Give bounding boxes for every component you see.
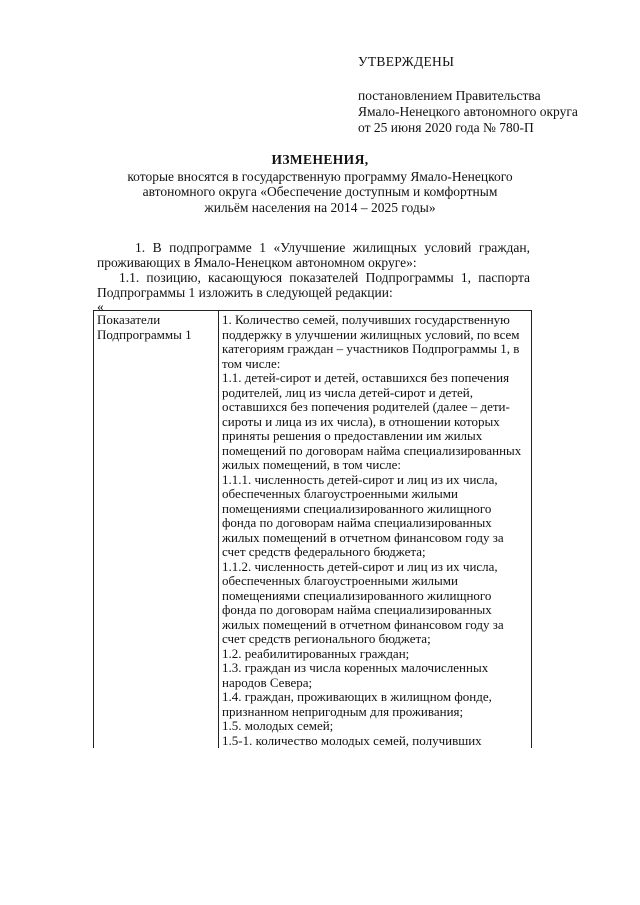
- opening-quote: «: [97, 299, 104, 314]
- document-body: [97, 240, 530, 313]
- list-item: 1. Количество семей, получивших государственную поддержку в улучшении жилищных условий, по всем категориям граждан – участников Подпрограммы 1, в том числе:: [222, 312, 520, 371]
- table-label-cell: Показатели Подпрограммы 1: [94, 311, 219, 749]
- paragraph-2-line-1: 1.1. позицию, касающуюся показателей Подпрограммы 1, паспорта: [119, 270, 530, 285]
- list-item: 1.1.2. численность детей-сирот и лиц из их числа, обеспеченных благоустроенными жилыми помещениями специализированного жилищного фонда по договорам найма специализированных жилых помещений в отчетном финансовом году за счет средств регионального бюджета;: [222, 558, 504, 646]
- list-item: 1.5-1. количество молодых семей, получивших: [222, 732, 482, 748]
- document-title: [100, 152, 540, 215]
- approval-line-2: Ямало-Ненецкого автономного округа: [358, 104, 578, 119]
- list-item: 1.1.1. численность детей-сирот и лиц из их числа, обеспеченных благоустроенными жилыми помещениями специализированного жилищного фонда по договорам найма специализированных жилых помещений в отчетном финансовом году за счет средств федерального бюджета;: [222, 471, 504, 559]
- paragraph-2-line-2: Подпрограммы 1 изложить в следующей редакции:: [97, 285, 393, 300]
- list-item: 1.1. детей-сирот и детей, оставшихся без попечения родителей, лиц из числа детей-сирот и детей, оставшихся без попечения родителей (далее – дети-сироты и лица из их числа), в отношении которых приняты решения о предоставлении им жилых помещений по договорам найма специализированных жилых помещений, в том числе:: [222, 370, 522, 472]
- passport-table: [93, 310, 532, 748]
- list-item: 1.2. реабилитированных граждан;: [222, 645, 410, 661]
- document-subtitle-line-1: которые вносятся в государственную программу Ямало-Ненецкого: [127, 168, 513, 184]
- approval-line-1: постановлением Правительства: [358, 88, 541, 103]
- approval-stamp-title: УТВЕРЖДЕНЫ: [358, 54, 455, 69]
- approval-block: [358, 54, 578, 136]
- table-content-cell: [219, 311, 532, 749]
- document-heading: ИЗМЕНЕНИЯ,: [271, 152, 369, 167]
- approval-line-3: от 25 июня 2020 года № 780-П: [358, 120, 534, 135]
- paragraph-1-line-1: 1. В подпрограмме 1 «Улучшение жилищных условий граждан,: [135, 240, 530, 255]
- list-item: 1.4. граждан, проживающих в жилищном фонде, признанном непригодным для проживания;: [222, 689, 492, 719]
- paragraph-1-line-2: проживающих в Ямало-Ненецком автономном округе»:: [97, 255, 417, 270]
- table-row: [94, 311, 532, 749]
- document-subtitle-line-3: жильём населения на 2014 – 2025 годы»: [204, 199, 436, 215]
- list-item: 1.3. граждан из числа коренных малочисленных народов Севера;: [222, 660, 489, 690]
- list-item: 1.5. молодых семей;: [222, 718, 334, 733]
- document-subtitle-line-2: автономного округа «Обеспечение доступным и комфортным: [142, 184, 498, 199]
